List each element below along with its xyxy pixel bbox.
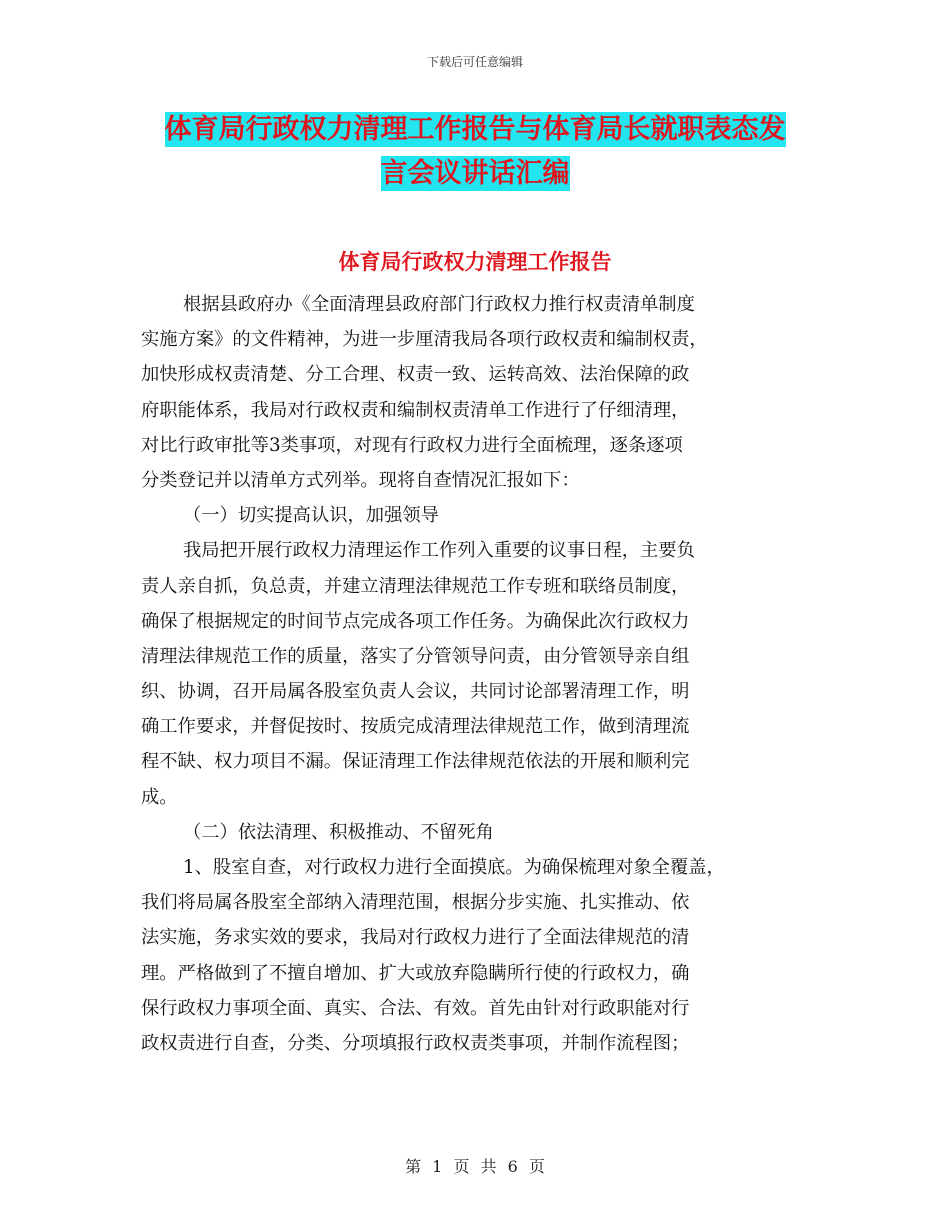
body-line: 对比行政审批等3类事项，对现有行政权力进行全面梳理，逐条逐项 — [141, 434, 683, 456]
document-title-line-2: 言会议讲话汇编 — [380, 158, 570, 189]
body-line: 成。 — [141, 786, 178, 808]
body-text — [141, 287, 825, 1061]
subheading: （二）依法清理、积极推动、不留死角 — [183, 821, 494, 843]
subheading: （一）切实提高认识，加强领导 — [183, 505, 439, 527]
body-line: 保行政权力事项全面、真实、合法、有效。首先由针对行政职能对行 — [141, 997, 690, 1019]
body-line: 政权责进行自查，分类、分项填报行政权责类事项，并制作流程图； — [141, 1032, 690, 1054]
page-footer: 第 1 页 共 6 页 — [405, 1157, 545, 1176]
body-line: 根据县政府办《全面清理县政府部门行政权力推行权责清单制度 — [183, 294, 695, 315]
body-line: 我局把开展行政权力清理运作工作列入重要的议事日程，主要负 — [183, 540, 695, 562]
body-line: 织、协调，召开局属各股室负责人会议，共同讨论部署清理工作，明 — [141, 681, 690, 703]
body-line: 我们将局属各股室全部纳入清理范围，根据分步实施、扎实推动、依 — [141, 892, 690, 914]
body-line: 确工作要求，并督促按时、按质完成清理法律规范工作，做到清理流 — [141, 716, 690, 738]
body-line: 府职能体系，我局对行政权责和编制权责清单工作进行了仔细清理， — [141, 399, 690, 421]
body-line: 理。严格做到了不擅自增加、扩大或放弃隐瞒所行使的行政权力，确 — [141, 962, 690, 984]
body-line: 责人亲自抓，负总责，并建立清理法律规范工作专班和联络员制度， — [141, 575, 690, 597]
body-line: 1、股室自查，对行政权力进行全面摸底。为确保梳理对象全覆盖， — [183, 857, 725, 878]
section-title: 体育局行政权力清理工作报告 — [338, 250, 612, 274]
body-line: 分类登记并以清单方式列举。现将自查情况汇报如下： — [141, 469, 580, 491]
header-note: 下载后可任意编辑 — [426, 55, 523, 69]
body-line: 实施方案》的文件精神，为进一步厘清我局各项行政权责和编制权责， — [141, 329, 708, 351]
body-line: 确保了根据规定的时间节点完成各项工作任务。为确保此次行政权力 — [141, 610, 690, 632]
body-line: 加快形成权责清楚、分工合理、权责一致、运转高效、法治保障的政 — [141, 364, 690, 386]
document-title-line-1: 体育局行政权力清理工作报告与体育局长就职表态发 — [164, 114, 786, 145]
body-line: 程不缺、权力项目不漏。保证清理工作法律规范依法的开展和顺利完 — [141, 751, 690, 773]
body-line: 法实施，务求实效的要求，我局对行政权力进行了全面法律规范的清 — [141, 927, 690, 949]
body-line: 清理法律规范工作的质量，落实了分管领导问责，由分管领导亲自组 — [141, 645, 690, 667]
